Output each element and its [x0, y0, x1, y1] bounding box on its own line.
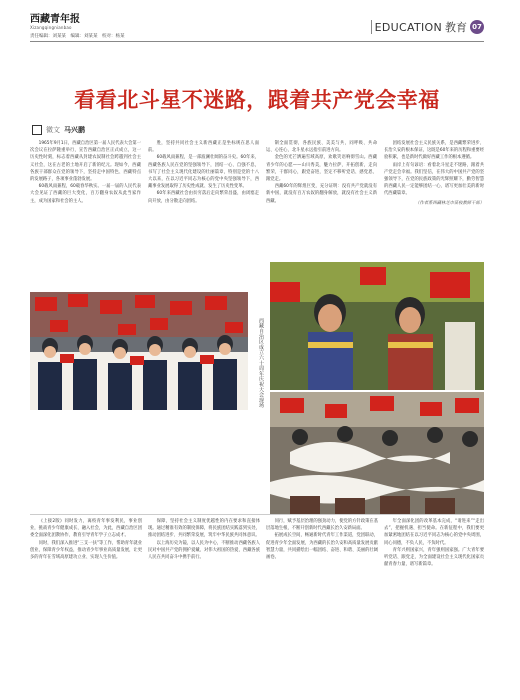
- paragraph: 西藏60年的辉煌巨变，充分证明：没有共产党就没有新中国，就没有百万农奴的翻身解放，就没有社会主义新西藏。: [266, 184, 377, 204]
- paragraph: 团结发展社会主义民族关系，是西藏繁荣进步、长治久安的根本保证，这既是60年来的历程和重要经验积累，也是新时代做好西藏工作的根本遵循。: [384, 141, 484, 161]
- byline-box-icon: [32, 125, 42, 135]
- section-en: EDUCATION: [374, 20, 442, 34]
- paragraph: 60载风雨兼程，60载春华秋实。一届一届的人民代表大会见证了西藏的巨大变化，百万翻身农奴从此当家作主，成为国家和社会的主人。: [30, 184, 141, 204]
- article-column-3: [266, 140, 377, 262]
- article-column-2: [148, 140, 259, 262]
- photo-students-flags: [30, 292, 248, 410]
- paragraph: 胜，坚持共同社会主义新西藏正是坐标规在思人面前。: [148, 141, 259, 154]
- paragraph: 《上接2版》同时发力，离校青年事发利民，事业创业，挑战青少年健康成长、融入社会，为此，西藏自治区团委全面深化团教协作，教育引导青年学子立志成才。: [30, 519, 142, 539]
- lower-column-3: [266, 518, 378, 686]
- photo-women-flags: [270, 262, 484, 390]
- photo-students-flags-image: [30, 292, 248, 410]
- page-number-badge: 07: [470, 20, 484, 34]
- paragraph: 制全面贯彻，各族民族、美美与共，同呼吸、共命运、心连心，北斗星永远指引前进方向。: [266, 141, 377, 154]
- paragraph: 60年来西藏社会由贫穷落后走向繁荣昌盛，由闭塞走向开放，由分散走向团结。: [148, 191, 259, 204]
- lower-column-1: [30, 518, 142, 686]
- paragraph: 金色的光芒洒遍雪域高原，欢歌笑语响彻雪山。西藏青少年的心愿——山川秀美，魅力拉萨，开拓创新，走向繁荣，干群同心，跟党奋进，坚定不移听党话、感党恩、跟党走。: [266, 155, 377, 183]
- newspaper-name: 西藏青年报: [30, 14, 80, 25]
- photo-crowd-khata: [270, 392, 484, 514]
- author-note: （作者系西藏林芝市某校教师干部）: [415, 200, 484, 206]
- paragraph: 60载风雨兼程，是一部波澜壮阔的奋斗史。60年来，西藏各族人民在党的坚强领导下，团结一心、自强不息，书写了社会主义现代化建设的壮丽篇章，特别是党的十八大以来，在以习近平同志为核心的党中央坚强领导下，西藏事业发展取得了历史性成就、发生了历史性变革。: [148, 155, 259, 190]
- article-column-1: [30, 140, 141, 290]
- paragraph: 年全面深化团的改革基本完成，“请进来”“走出去”，把握机遇、担当使命。在新征程中，我们要更加紧密地团结在以习近平同志为核心的党中央周围，同心同德，不负人民，不负时代。: [384, 519, 484, 546]
- lower-column-2: [148, 518, 260, 686]
- paragraph: 同时，我们深入推进“三支一扶”等工作，帮助青年就业创业，保障青少年权益，推动青少年事业高质量发展，让更多的青年在雪域高原建功立业、实现人生价值。: [30, 540, 142, 561]
- paragraph: 雨岸上有句谚语：看着北斗星走不迷路，跟着共产党走会幸福。我们坚信，在伟大的中国共产党的坚强领导下，在党的民族政策的光辉照耀下，勤劳智慧的西藏人民一定能够团结一心，谱写更加壮美的新时代西藏篇章。: [384, 162, 484, 197]
- newspaper-pinyin: Xizangqingnianbao: [30, 25, 72, 30]
- section-divider: [371, 20, 372, 34]
- paragraph: 同行，赋予基层治理的强劲动力，使党的方针政策在基层落地生根，不断开创新时代西藏长治久安新局面。: [266, 519, 378, 532]
- photo-crowd-khata-image: [270, 392, 484, 514]
- byline-author: 马兴鹏: [64, 126, 85, 134]
- paragraph: 拓展成长空间，畅通新时代青年工作渠道，党团联动，促进青少年全面发展，为西藏的长治久安和高质量发展贡献智慧力量，共同描绘出一幅团结、奋进、和谐、美丽的壮阔画卷。: [266, 533, 378, 561]
- section-divider-bottom: [30, 514, 484, 515]
- editor-credits: 责任编辑：刘某某 编辑：刘某某 校对：杨某: [30, 34, 125, 39]
- article-column-4: [384, 140, 484, 262]
- section-label: [371, 20, 484, 34]
- masthead: [30, 10, 80, 30]
- byline: [32, 125, 85, 135]
- header-divider: [30, 41, 484, 42]
- photo-women-flags-image: [270, 262, 484, 390]
- paragraph: 1965年9月1日，西藏自治区第一届人民代表大会第一次会议在拉萨隆重举行，宣告西藏自治区正式成立，这一历史性时刻，标志着西藏从封建农奴制社会跨越到社会主义社会，这在古老的土地开启了新的纪元。现如今，西藏各族干部群众在党的领导下，坚持走中国特色、西藏特点的发展路子，各项事业蓬勃发展。: [30, 141, 141, 183]
- section-zh: 教育: [445, 21, 467, 34]
- photo-caption-vertical: 西藏自治区成立六十周年庆祝大会现场: [258, 318, 264, 409]
- paragraph: 以上海历史为镜，以人民为中心，不断推动西藏各族人民对中国共产党的拥护爱戴、对伟大祖国的热爱，西藏各族人民在共同奋斗中携手前行。: [148, 540, 260, 561]
- paragraph: 保障，坚持社会主义制度优越性的内在要求和直接体现。通过精准有效的制度保障，将民族团结实践落到实处，推动团结进步、共同繁荣发展，筑牢中华民族共同体意识。: [148, 519, 260, 539]
- paragraph: 青年兴则国家兴，青年强则国家强。广大青年要听党话、跟党走，为全面建设社会主义现代化国家贡献青春力量，谱写新篇章。: [384, 547, 484, 568]
- lower-column-4: [384, 518, 484, 686]
- byline-role: 微文: [46, 126, 60, 134]
- article-headline: 看看北斗星不迷路，跟着共产党会幸福: [74, 88, 440, 112]
